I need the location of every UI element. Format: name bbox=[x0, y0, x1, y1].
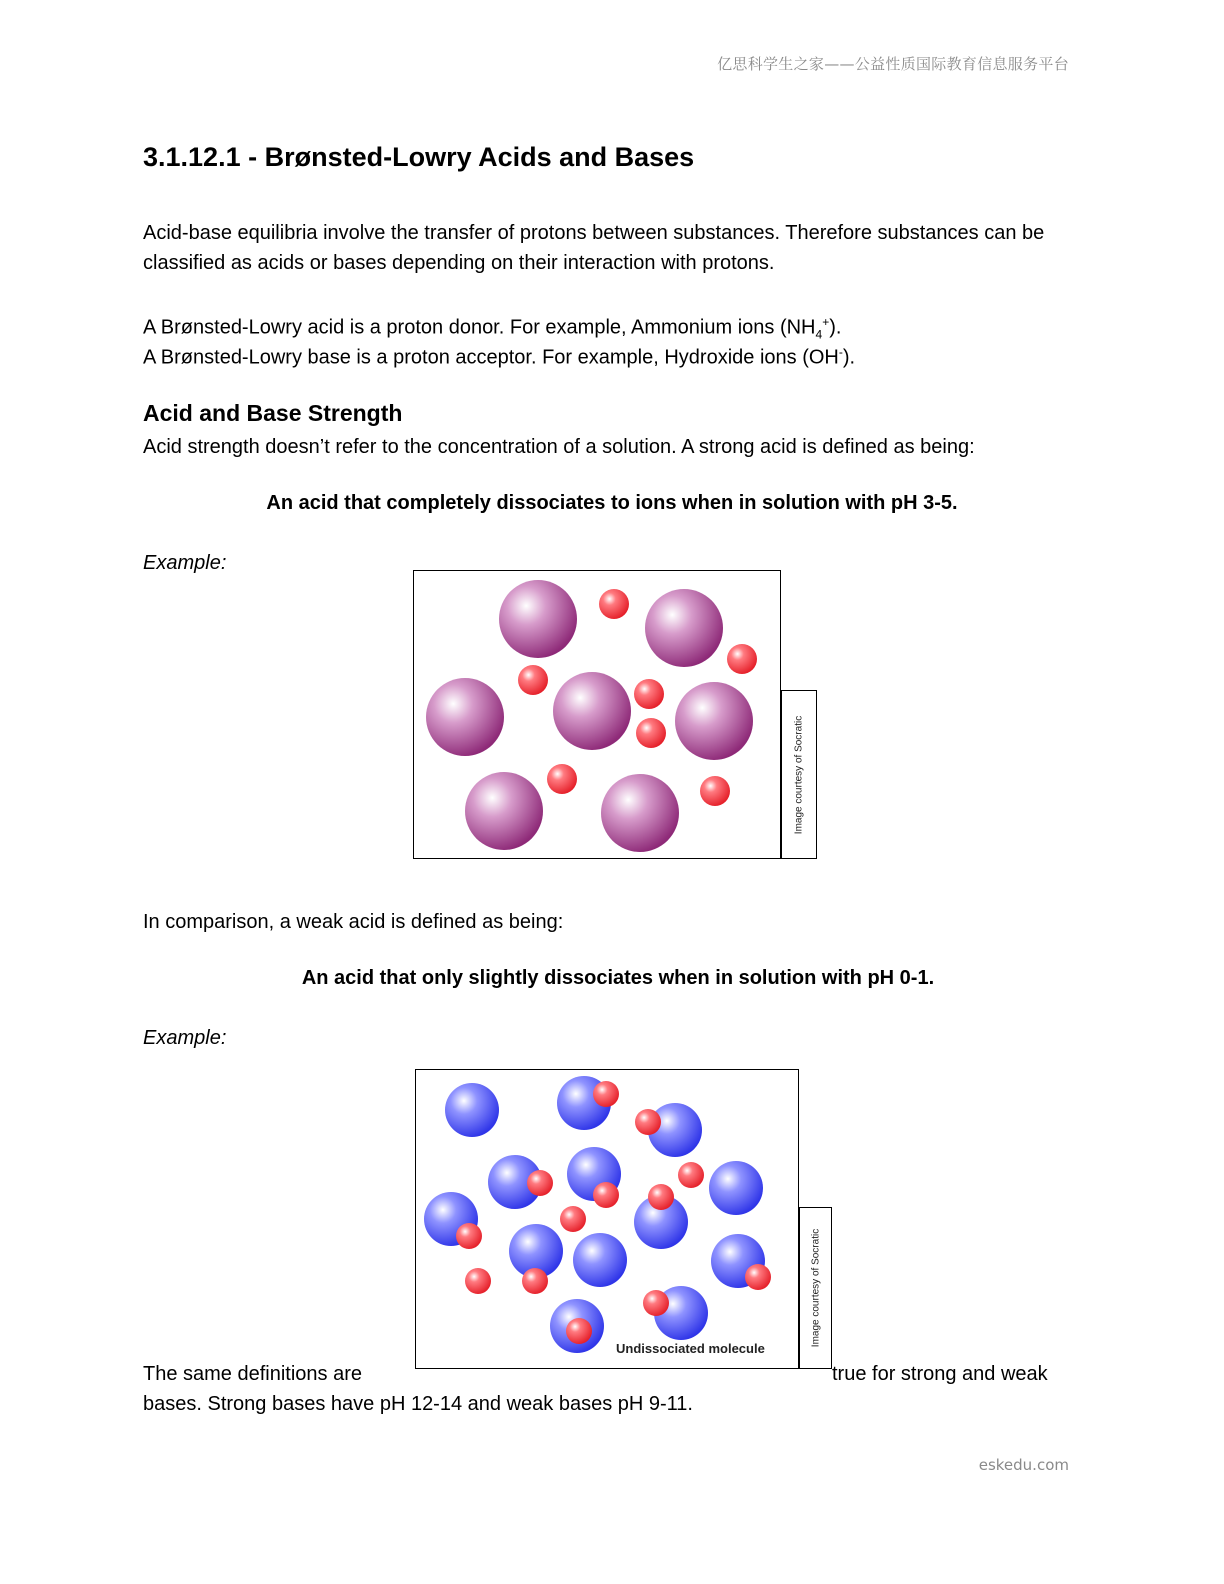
header-site-note: 亿思科学生之家——公益性质国际教育信息服务平台 bbox=[717, 55, 1069, 73]
proton-ion bbox=[560, 1206, 586, 1232]
closing-text-line2: bases. Strong bases have pH 12-14 and weak bases pH 9-11. bbox=[143, 1393, 693, 1415]
anion-ion bbox=[675, 682, 753, 760]
example-label-1: Example: bbox=[143, 552, 227, 574]
anion-ion bbox=[499, 580, 577, 658]
proton-ion bbox=[518, 665, 548, 695]
page-title: 3.1.12.1 - Brønsted-Lowry Acids and Bases bbox=[143, 142, 695, 172]
proton-ion bbox=[527, 1170, 553, 1196]
closing-text-part1: The same definitions are bbox=[143, 1363, 363, 1385]
proton-ion bbox=[599, 589, 629, 619]
base-definition-text: A Brønsted-Lowry base is a proton acceptor. For example, Hydroxide ions (OH bbox=[143, 346, 839, 369]
intro-paragraph: Acid-base equilibria involve the transfer of protons between substances. Therefore substances can be classified as acids or bases depending on their interaction with protons. bbox=[143, 222, 1045, 274]
proton-ion bbox=[547, 764, 577, 794]
anion-ion bbox=[465, 772, 543, 850]
base-superscript: - bbox=[838, 345, 843, 359]
proton-ion bbox=[700, 776, 730, 806]
proton-ion bbox=[522, 1268, 548, 1294]
image-credit-1 bbox=[781, 690, 817, 859]
closing-text-part2: true for strong and weak bbox=[832, 1363, 1048, 1385]
strength-intro: Acid strength doesn’t refer to the concentration of a solution. A strong acid is defined as being: bbox=[143, 436, 975, 458]
proton-ion bbox=[465, 1268, 491, 1294]
undissociated-label: Undissociated molecule bbox=[616, 1341, 765, 1356]
acid-definition-text: A Brønsted-Lowry acid is a proton donor. For example, Ammonium ions (NH bbox=[143, 316, 816, 339]
image-credit-2 bbox=[799, 1207, 832, 1369]
proton-ion bbox=[456, 1223, 482, 1249]
proton-ion bbox=[636, 718, 666, 748]
weak-acid-definition: An acid that only slightly dissociates when in solution with pH 0-1. bbox=[301, 967, 935, 989]
proton-ion bbox=[593, 1081, 619, 1107]
acid-superscript: + bbox=[822, 315, 830, 329]
proton-ion bbox=[635, 1109, 661, 1135]
anion-ion bbox=[553, 672, 631, 750]
anion-ion bbox=[601, 774, 679, 852]
molecule-ion bbox=[445, 1083, 499, 1137]
base-definition bbox=[143, 337, 855, 373]
proton-ion bbox=[634, 679, 664, 709]
proton-ion bbox=[727, 644, 757, 674]
strong-acid-figure bbox=[413, 570, 781, 859]
image-credit-text: Image courtesy of Socratic bbox=[810, 1228, 821, 1348]
weak-acid-diagram bbox=[416, 1070, 800, 1370]
image-credit-text: Image courtesy of Socratic bbox=[793, 715, 805, 834]
proton-ion bbox=[648, 1184, 674, 1210]
footer-site-note: eskedu.com bbox=[978, 1456, 1069, 1474]
acid-definition-end: ). bbox=[829, 316, 842, 339]
anion-ion bbox=[645, 589, 723, 667]
strong-acid-diagram bbox=[414, 571, 782, 860]
strong-acid-definition: An acid that completely dissociates to ions when in solution with pH 3-5. bbox=[266, 492, 958, 514]
proton-ion bbox=[643, 1290, 669, 1316]
section-heading: Acid and Base Strength bbox=[143, 400, 403, 426]
molecule-ion bbox=[709, 1161, 763, 1215]
proton-ion bbox=[745, 1264, 771, 1290]
acid-subscript: 4 bbox=[815, 327, 823, 342]
anion-ion bbox=[426, 678, 504, 756]
weak-acid-figure bbox=[415, 1069, 799, 1369]
proton-ion bbox=[678, 1162, 704, 1188]
proton-ion bbox=[593, 1182, 619, 1208]
example-label-2: Example: bbox=[143, 1027, 227, 1049]
base-definition-end: ). bbox=[842, 346, 856, 369]
weak-intro: In comparison, a weak acid is defined as being: bbox=[143, 911, 564, 933]
molecule-ion bbox=[573, 1233, 627, 1287]
proton-ion bbox=[566, 1318, 592, 1344]
